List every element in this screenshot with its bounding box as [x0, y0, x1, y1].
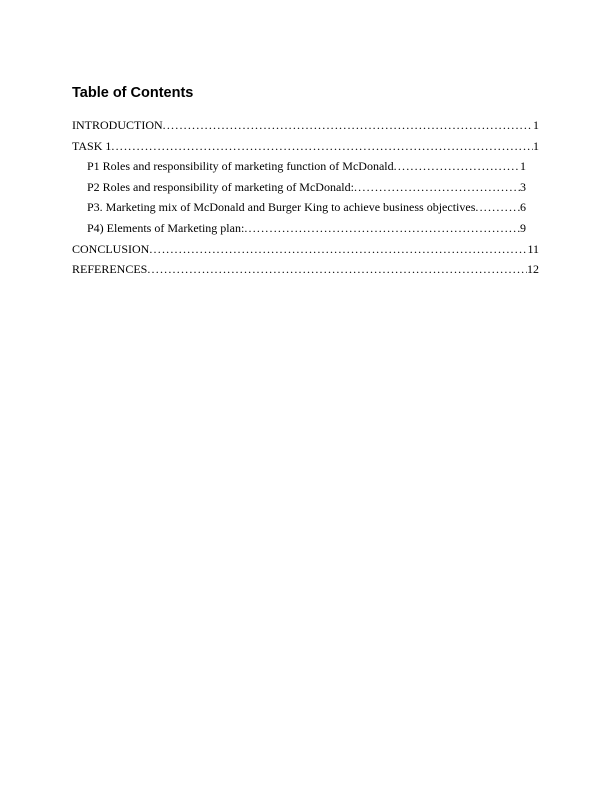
toc-entry-label: P1 Roles and responsibility of marketing function of McDonald [87, 159, 394, 174]
toc-entry [87, 218, 526, 239]
page-title: Table of Contents [72, 85, 194, 101]
toc-entry [87, 177, 526, 198]
toc-page-number: 1 [520, 159, 526, 174]
page-content [0, 0, 612, 280]
toc-leader-dots [149, 239, 527, 260]
toc-entry [72, 115, 539, 136]
toc-entry [72, 136, 539, 157]
toc-entry [72, 259, 539, 280]
toc-leader-dots [394, 156, 520, 177]
toc-entry-label: P2 Roles and responsibility of marketing of McDonald: [87, 179, 354, 194]
toc-page-number: 9 [520, 220, 526, 235]
toc-entry [87, 156, 526, 177]
toc-leader-dots [244, 218, 520, 239]
toc-page-number: 3 [520, 179, 526, 194]
toc-entry-label: INTRODUCTION [72, 118, 163, 132]
toc-page-number: 1 [533, 138, 539, 153]
toc-leader-dots [111, 136, 533, 157]
toc-entry-label: P4) Elements of Marketing plan: [87, 220, 245, 235]
toc-entry-label: TASK 1 [72, 138, 112, 153]
toc-leader-dots [475, 197, 520, 218]
toc-page-number: 12 [527, 262, 539, 277]
toc-leader-dots [163, 115, 533, 136]
toc-entry-label: P3. Marketing mix of McDonald and Burger King to achieve business objectives [87, 200, 476, 215]
toc-leader-dots [354, 177, 520, 198]
toc-page-number: 1 [533, 118, 539, 132]
toc-leader-dots [147, 259, 527, 280]
toc-entry-label: CONCLUSION [72, 241, 150, 256]
toc-page-number: 6 [520, 200, 526, 215]
toc-page-number: 11 [527, 241, 539, 256]
table-of-contents [72, 115, 539, 280]
toc-entry [87, 197, 526, 218]
toc-entry-label: REFERENCES [72, 262, 148, 277]
toc-entry [72, 239, 539, 260]
